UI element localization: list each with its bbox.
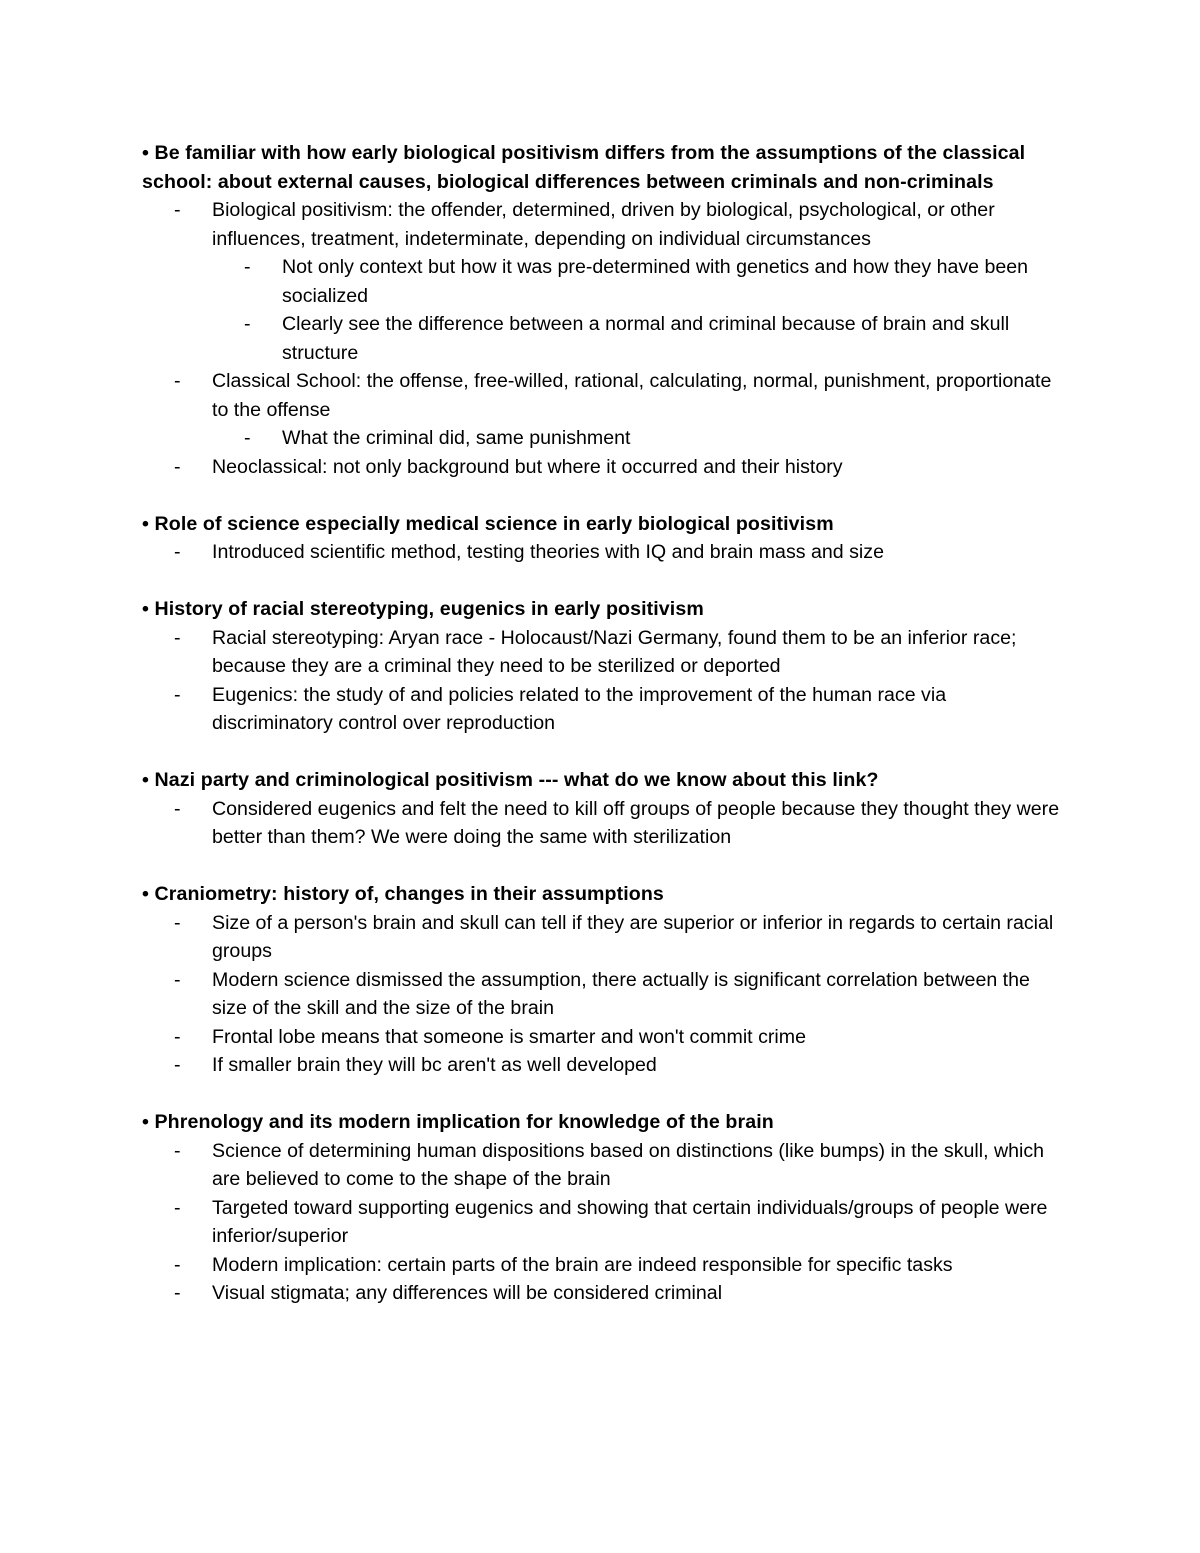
list-item xyxy=(142,909,1062,966)
list-item xyxy=(142,1194,1062,1251)
section-heading xyxy=(142,1108,1062,1137)
list-item-text: Size of a person's brain and skull can tell if they are superior or inferior in regards to certain racial groups xyxy=(212,911,1054,962)
list-item-text: Modern implication: certain parts of the brain are indeed responsible for specific tasks xyxy=(212,1253,953,1276)
list-item-text: Frontal lobe means that someone is smarter and won't commit crime xyxy=(212,1025,806,1048)
section-heading-text: History of racial stereotyping, eugenics in early positivism xyxy=(154,598,704,620)
section-racial-stereotyping xyxy=(142,595,1062,738)
list-item-text: Considered eugenics and felt the need to kill off groups of people because they thought they were better than them? We were doing the same with sterilization xyxy=(212,797,1060,848)
list-item xyxy=(142,966,1062,1023)
dash-glyph: - xyxy=(174,1139,181,1162)
dash-glyph: - xyxy=(174,911,181,934)
section-heading xyxy=(142,766,1062,795)
list-item-text: Clearly see the difference between a normal and criminal because of brain and skull structure xyxy=(282,313,1010,364)
section-heading-text: Nazi party and criminological positivism --- what do we know about this link? xyxy=(154,769,879,791)
bullet-glyph: • xyxy=(142,142,149,164)
list-item xyxy=(142,1023,1062,1052)
dash-glyph: - xyxy=(174,1054,181,1076)
section-biological-vs-classical xyxy=(142,139,1062,481)
list-item xyxy=(142,1279,1062,1308)
list-item xyxy=(142,367,1062,424)
dash-glyph: - xyxy=(244,427,251,449)
list-item xyxy=(142,795,1062,852)
section-heading-text: Craniometry: history of, changes in their assumptions xyxy=(154,883,664,905)
section-phrenology xyxy=(142,1108,1062,1308)
dash-glyph: - xyxy=(244,313,251,335)
list-item-text: Biological positivism: the offender, determined, driven by biological, psychological, or other influences, treatment, indeterminate, depending on individual circumstances xyxy=(212,199,995,250)
list-item xyxy=(142,1137,1062,1194)
section-heading xyxy=(142,139,1062,196)
section-heading-text: Be familiar with how early biological positivism differs from the assumptions of the classical school: about external causes, biological differences between criminals and non-criminals xyxy=(142,142,1026,193)
list-item-text: Classical School: the offense, free-willed, rational, calculating, normal, punishment, proportionate to the offense xyxy=(212,370,1052,421)
section-heading xyxy=(142,595,1062,624)
bullet-glyph: • xyxy=(142,769,149,791)
dash-glyph: - xyxy=(174,1282,181,1304)
list-item-text: If smaller brain they will bc aren't as well developed xyxy=(212,1054,657,1076)
study-guide-content xyxy=(142,139,1062,1336)
list-item-text: Targeted toward supporting eugenics and showing that certain individuals/groups of people were inferior/superior xyxy=(212,1196,1048,1247)
bullet-glyph: • xyxy=(142,512,149,535)
list-item-text: Introduced scientific method, testing theories with IQ and brain mass and size xyxy=(212,541,884,563)
list-item xyxy=(142,1051,1062,1080)
list-item-text: Neoclassical: not only background but where it occurred and their history xyxy=(212,455,843,478)
dash-glyph: - xyxy=(174,797,181,820)
list-item xyxy=(142,624,1062,681)
section-nazi-party xyxy=(142,766,1062,852)
dash-glyph: - xyxy=(174,541,181,563)
list-item xyxy=(142,196,1062,253)
dash-glyph: - xyxy=(174,683,181,706)
bullet-glyph: • xyxy=(142,598,149,620)
section-heading xyxy=(142,510,1062,539)
dash-glyph: - xyxy=(174,370,181,392)
bullet-glyph: • xyxy=(142,883,149,905)
list-item-text: Racial stereotyping: Aryan race - Holocaust/Nazi Germany, found them to be an inferior race; because they are a criminal they need to be sterilized or deported xyxy=(212,626,1017,677)
section-heading-text: Phrenology and its modern implication for knowledge of the brain xyxy=(154,1111,774,1133)
list-item xyxy=(142,310,1062,367)
list-item xyxy=(142,538,1062,567)
list-item xyxy=(142,453,1062,482)
list-item-text: Modern science dismissed the assumption, there actually is significant correlation between the size of the skill and the size of the brain xyxy=(212,968,1030,1019)
list-item xyxy=(142,681,1062,738)
dash-glyph: - xyxy=(174,199,181,221)
list-item-text: Eugenics: the study of and policies related to the improvement of the human race via discriminatory control over reproduction xyxy=(212,683,947,734)
dash-glyph: - xyxy=(174,1025,181,1048)
list-item-text: Not only context but how it was pre-determined with genetics and how they have been socialized xyxy=(282,256,1029,307)
section-role-of-science xyxy=(142,510,1062,567)
section-heading xyxy=(142,880,1062,909)
list-item xyxy=(142,424,1062,453)
dash-glyph: - xyxy=(174,968,181,991)
dash-glyph: - xyxy=(174,1196,181,1219)
section-heading-text: Role of science especially medical science in early biological positivism xyxy=(154,512,834,535)
list-item-text: Science of determining human dispositions based on distinctions (like bumps) in the skull, which are believed to come to the shape of the brain xyxy=(212,1139,1045,1190)
dash-glyph: - xyxy=(174,455,181,478)
dash-glyph: - xyxy=(174,1253,181,1276)
bullet-glyph: • xyxy=(142,1111,149,1133)
dash-glyph: - xyxy=(244,256,251,278)
list-item-text: What the criminal did, same punishment xyxy=(282,427,631,449)
list-item xyxy=(142,1251,1062,1280)
list-item-text: Visual stigmata; any differences will be considered criminal xyxy=(212,1282,723,1304)
list-item xyxy=(142,253,1062,310)
section-craniometry xyxy=(142,880,1062,1080)
dash-glyph: - xyxy=(174,626,181,649)
